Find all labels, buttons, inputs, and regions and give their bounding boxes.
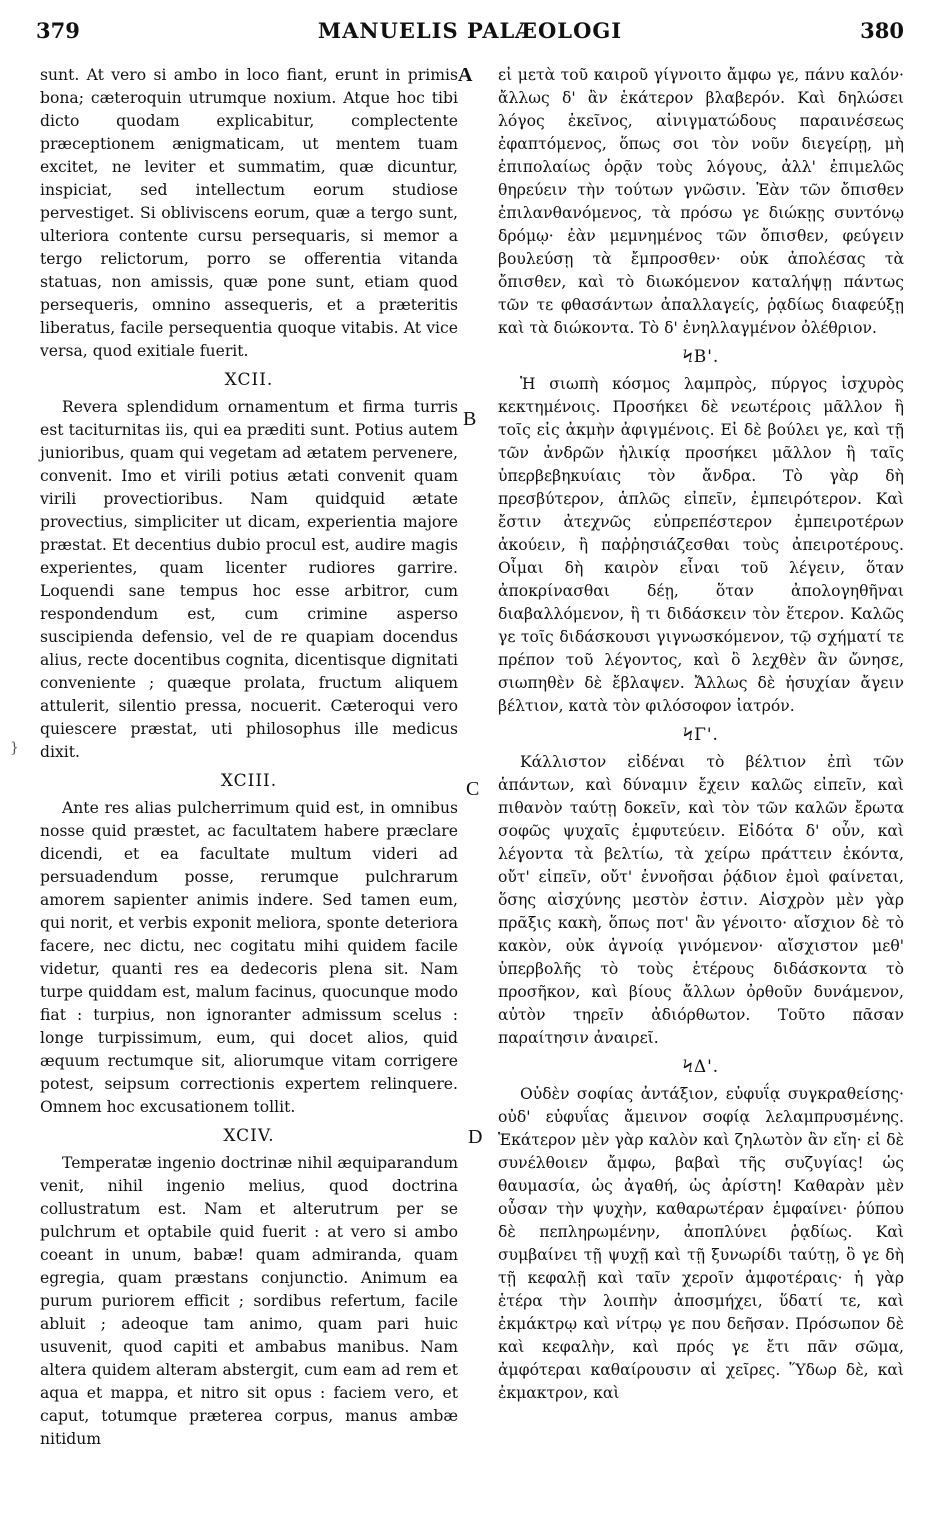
page-title: MANUELIS PALÆOLOGI — [317, 18, 623, 43]
section-heading: ϞΓ'. — [683, 725, 719, 745]
section-marker-a: A — [458, 64, 473, 86]
section-heading: ϞΔ'. — [682, 1057, 720, 1077]
page-number-left: 379 — [36, 18, 80, 43]
section-heading: XCII. — [224, 370, 274, 390]
section-heading: XCIII. — [220, 771, 278, 791]
latin-section-92 — [40, 369, 458, 764]
latin-section-94 — [40, 1125, 458, 1451]
section-heading: XCIV. — [223, 1126, 275, 1146]
greek-column — [498, 64, 904, 1405]
greek-section-93 — [498, 724, 904, 1050]
page-number-right: 380 — [860, 18, 904, 43]
greek-section-92 — [498, 346, 904, 718]
section-paragraph: Κάλλιστον εἰδέναι τὸ βέλτιον ἐπὶ τῶν ἁπάντων, καὶ δύναμιν ἔχειν καλῶς εἰπεῖν, καὶ πιθανὸν ταύτῃ δοκεῖν, καὶ τὸν τῶν καλῶν ἔρωτα σοφῶς ψυχαῖς ἐμφυτεύειν. Εἰδότα δ' οὖν, καὶ λέγοντα τὰ βελτίω, τὰ χείρω πράττειν ἑκόντα, οὔτ' εἰπεῖν, οὔτ' ἐννοῆσαι ῥᾴδιον ἐμοὶ φαίνεται, ὅσης αἰσχύνης μεστὸν ἐστιν. Αἰσχρὸν μὲν γὰρ πρᾶξις κακὴ, ὅπως ποτ' ἂν γένοιτο· αἴσχιον δὲ τὸ κακὸν, οὐκ ἀγνοίᾳ γινόμενον· αἴσχιστον μεθ' ὑπερβολῆς τὸ τοὺς ἑτέρους διδάσκοντα τὸ προσῆκον, καὶ βίους ἄλλων ὀρθοῦν δυνάμενον, αὐτὸν τηρεῖν ἀδιόρθωτον. Τοῦτο πᾶσαν παραίτησιν ἀναιρεῖ. — [498, 753, 904, 1047]
latin-intro-paragraph: sunt. At vero si ambo in loco fiant, erunt in primis bona; cæteroquin utrumque noxium. Atque hoc tibi dicto quodam explicabitur, complectente præceptionem ænigmaticam, ut mentem tuam excitet, ne leviter et summatim, quæ dicuntur, inspiciat, sed intellectum eorum studiose pervestiget. Si obliviscens eorum, quæ a tergo sunt, ulteriora contente cursu persequaris, si memor a tergo relictorum, porro se offerentia vitanda statuas, non amissis, quæ pone sunt, etiam quod persequeris, omnino assequeris, et a præteritis liberatus, facile persequentia quoque vitabis. At vice versa, quod exitiale fuerit. — [40, 66, 458, 360]
section-paragraph: Ante res alias pulcherrimum quid est, in omnibus nosse quid præstet, ac facultatem habere præclare dicendi, et ea facultate multum videri ad persuadendum posse, rerumque pulchrarum amorem sapienter animis indere. Sed tamen eum, qui norit, et verbis exponit meliora, sponte deteriora facere, nec dictu, nec cogitatu mihi quidem facile videtur, quanti res ea dedecoris plena sit. Nam turpe quiddam est, malum facinus, quocunque modo fiat : turpius, non ignoranter admissum scelus : longe turpissimum, eum, qui docet alios, quid æquum rectumque sit, aliorumque vitam corrigere potest, seipsum correctionis expertem relinquere. Omnem hoc excusationem tollit. — [40, 799, 458, 1116]
greek-section-94 — [498, 1056, 904, 1405]
section-heading: ϞΒ'. — [682, 347, 720, 367]
running-header — [36, 18, 904, 46]
latin-column — [40, 64, 458, 1451]
greek-intro-paragraph: εἰ μετὰ τοῦ καιροῦ γίγνοιτο ἄμφω γε, πάνυ καλόν· ἄλλως δ' ἂν ἑκάτερον βλαβερόν. Καὶ δηλώσει λόγος ἐκεῖνος, αἰνιγματώδους παραινέσεως ἐφαπτόμενος, ὅπως σοι τὸν νοῦν διεγείρῃ, μὴ ἐπιπολαίως ὁρᾷν τοὺς λόγους, ἀλλ' ἐπιμελῶς θηρεύειν τὴν τούτων γνῶσιν. Ἐὰν τῶν ὄπισθεν ἐπιλανθανόμενος, τὰ πρόσω γε διώκῃς συντόνῳ δρόμῳ· ἐὰν μεμνημένος τῶν ὄπισθεν, φεύγειν βουλεύσῃ τὰ ἔμπροσθεν· οὐκ ἀπολέσας τὰ ὄπισθεν, καὶ τὸ διωκόμενον καταλήψῃ πάντως τῶν τε φθασάντων ἀπαλλαγείς, ῥᾳδίως διαφεύξῃ καὶ τὰ διώκοντα. Τὸ δ' ἐνηλλαγμένον ὀλέθριον. — [498, 66, 904, 337]
section-paragraph: Temperatæ ingenio doctrinæ nihil æquiparandum venit, nihil ingenio melius, quod doctrina collustratum est. Nam et alterutrum per se pulchrum et optabile quid fuerit : at vero si ambo coeant in unum, babæ! quam admiranda, quam egregia, quam præstans conjunctio. Animum ea purum puriorem efficit ; sordibus refertum, facile abluit ; adeoque tam animo, quam pari huic usuvenit, quod capiti et ambabus manibus. Nam altera quidem alteram abstergit, cum eam ad rem et aqua et mappa, et nitro sit opus : faciem vero, et caput, totumque præterea corpus, manus ambæ nitidum — [40, 1154, 458, 1448]
margin-mark: } — [10, 740, 19, 756]
section-paragraph: Οὐδὲν σοφίας ἀντάξιον, εὐφυΐᾳ συγκραθείσης· οὐδ' εὐφυΐας ἄμεινον σοφίᾳ λελαμπρυσμένης. Ἑκάτερον μὲν γὰρ καλὸν καὶ ζηλωτὸν ἂν εἴη· εἰ δὲ συνέλθοιεν ἄμφω, βαβαὶ τῆς συζυγίας! ὡς θαυμασία, ὡς ἀγαθή, ὡς ἀρίστη! Καθαρὰν μὲν οὖσαν τὴν ψυχὴν, καθαρωτέραν ἐμφαίνει· ῥύπου δὲ πεπληρωμένην, ἀποπλύνει ῥᾳδίως. Καὶ συμβαίνει τῇ ψυχῇ καὶ τῇ ξυνωρίδι ταύτῃ, ὃ γε δὴ τῇ κεφαλῇ καὶ ταῖν χεροῖν ἀμφοτέραις· ἡ γὰρ ἑτέρα τὴν λοιπὴν ἀποσμήχει, ὕδατί τε, καὶ ἐκμάκτρῳ καὶ νίτρῳ γε που δεῆσαν. Πρόσωπον δὲ καὶ κεφαλὴν, καὶ πρός γε ἔτι πᾶν σῶμα, ἀμφότεραι καθαίρουσιν αἱ χεῖρες. Ὕδωρ δὲ, καὶ ἐκμακτρον, καὶ — [498, 1085, 904, 1402]
section-paragraph: Revera splendidum ornamentum et firma turris est taciturnitas iis, qui ea præditi sunt. Potius autem junioribus, quam qui vegetam ad ætatem pervenere, convenit. Imo et virili potius ætati convenit quam virili provectioribus. Nam quidquid ætate provectius, simpliciter ut dicam, experientia majore præstat. Et decentius dubio procul est, audire magis experientes, quam licenter rudiores garrire. Loquendi sane tempus hoc esse arbitror, cum respondendum est, cum crimine asperso suscipienda defensio, vel de re quapiam docendus alius, recte docentibus cognita, dicentisque dignitati conveniente ; quæque prolata, fructum aliquem attulerit, silentio pressa, nocuerit. Cæteroqui vero quiescere præstat, uti philosophus ille medicus dixit. — [40, 398, 458, 761]
section-paragraph: Ἡ σιωπὴ κόσμος λαμπρὸς, πύργος ἰσχυρὸς κεκτημένοις. Προσήκει δὲ νεωτέροις μᾶλλον ἢ τοῖς εἰς ἀκμὴν ἀφιγμένοις. Εἰ δὲ βούλει γε, καὶ τῇ τῶν ἀνδρῶν ἡλικίᾳ προσήκει μᾶλλον ἢ ταῖς ὑπερβεβηκυίαις τὸν ἄνδρα. Τὸ γὰρ δὴ πρεσβύτερον, ἁπλῶς εἰπεῖν, ἐμπειρότερον. Καὶ ἔστιν ἀτεχνῶς εὐπρεπέστερον ἐμπειροτέρων ἀκούειν, ἢ παῤῥησιάζεσθαι τοὺς ἀπειροτέρους. Οἶμαι δὴ καιρὸν εἶναι τοῦ λέγειν, ὅταν ἀποκρίνασθαι δέῃ, ὅταν ἀπολογηθῆναι διαβαλλόμενον, ἢ τι διδάσκειν τὸν ἕτερον. Καλῶς γε τοῖς διδάσκουσι γιγνωσκόμενον, τῷ σχήματί τε πρέπον τοῦ λέγοντος, καὶ ὃ λεχθὲν ἂν ὤνησε, σιωπηθὲν δὲ ἔβλαψεν. Ἄλλως δὲ ἡσυχίαν ἄγειν βέλτιον, κατὰ τὸν φιλόσοφον ἰατρόν. — [498, 375, 904, 715]
latin-section-93 — [40, 770, 458, 1119]
section-marker-b: B — [463, 408, 477, 430]
section-marker-d: D — [468, 1126, 483, 1148]
section-marker-c: C — [466, 778, 480, 800]
